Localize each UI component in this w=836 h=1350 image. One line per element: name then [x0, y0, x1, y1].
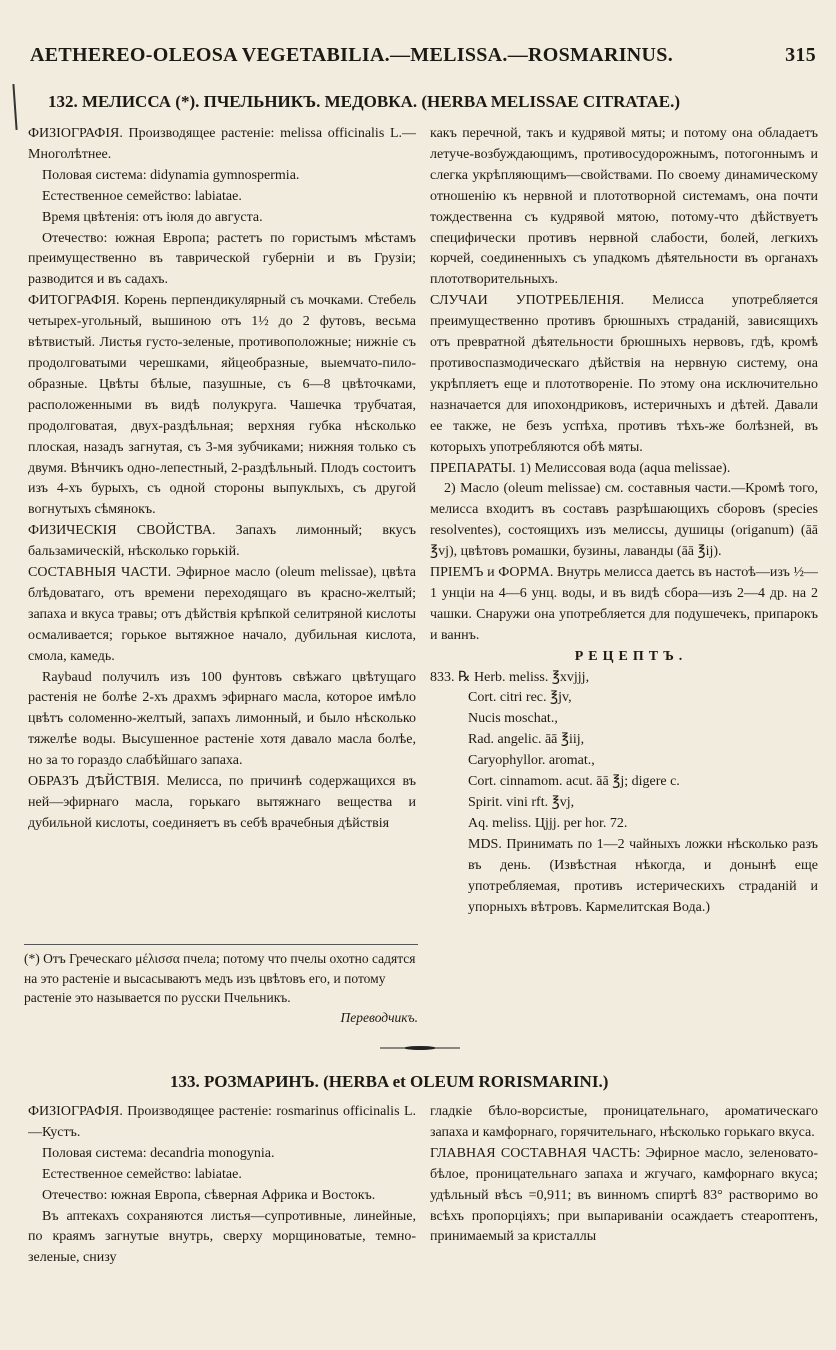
recipe-line: Cort. cinnamom. acut. āā ℥j; digere c. [468, 774, 680, 790]
paragraph-physiography-rosmarinus: ФИЗIОГРАФIЯ. Производящее растенie: rosmarinus officinalis L.—Кустъ. [28, 1104, 416, 1140]
column-right-rosmarinus [430, 1102, 818, 1342]
paragraph-sexual-system-rosmarinus: Половая система: decandria monogynia. [42, 1145, 275, 1161]
paragraph-family: Естественное семейство: labiatae. [42, 188, 242, 204]
paragraph-homeland-rosmarinus: Отечество: южная Европа, сѣверная Африка и Востокъ. [42, 1187, 376, 1203]
paragraph-dosage-form: ПРIЕМЪ и ФОРМА. Внутрь мелисса даетсь въ настоѣ—изъ ½—1 унцiи на 4—6 унц. воды, и въ видѣ сбора—изъ 2—4 др. на 2 чашки. Снаружи она употребляется для подушечекъ, припарокъ и ваннъ. [430, 565, 818, 643]
paragraph-leaves-continued: гладкiе бѣло-ворсистые, проницательнаго, ароматическаго запаха и камфорнаго, горячительнаго, нѣсколько горькаго вкуса. [430, 1104, 818, 1140]
column-left-melissa [28, 124, 416, 954]
paragraph-use-cases: СЛУЧАИ УПОТРЕБЛЕНIЯ. Мелисса употребляется преимущественно противъ брюшныхъ страданiй, зависящихъ отъ превратной дѣятельности брюшныхъ нервовъ, гдѣ, кромѣ противоспазмодическаго дѣйствiя на нервную систему, она укрѣпляетъ еще и плототворенiе. По этому она исключительно назначается для ипохондриковъ, истеричныхъ и дѣтей. Давали ее также, не безъ успѣха, противъ тѣхъ-же болѣзней, въ которыхъ употребляются обѣ мяты. [430, 293, 818, 455]
section-divider-ornament [380, 1046, 460, 1050]
paragraph-physiography: ФИЗIОГРАФIЯ. Производящее растенie: melissa officinalis L.— Многолѣтнее. [28, 126, 416, 162]
recipe-title: РЕЦЕПТЪ. [574, 648, 688, 664]
running-head [30, 44, 816, 67]
paragraph-action-continued: какъ перечной, такъ и кудрявой мяты; и потому она обладаетъ летуче-возбуждающимъ, противосудорожнымъ, потогоннымъ и слегка укрѣпляющимъ—свойствами. По своему динамическому отношенiю къ нервной и плототворной системамъ, она почти тождественна съ кудрявой мятою, потому-что дѣйствуетъ специфически противъ нервной слабости, болей, легкихъ корчей, соединенныхъ съ упадкомъ дѣятельности въ органахъ плототворительныхъ. [430, 126, 818, 288]
section-title-rosmarinus: 133. РОЗМАРИНЪ. (HERBA et OLEUM RORISMARINI.) [170, 1072, 609, 1091]
footnote [24, 944, 418, 1027]
recipe-line: Nucis moschat., [468, 711, 558, 727]
column-right-melissa [430, 124, 818, 1024]
column-left-rosmarinus [28, 1102, 416, 1342]
paragraph-raybaud: Raybaud получилъ изъ 100 фунтовъ свѣжаго цвѣтущаго растенiя не болѣе 2-хъ драхмъ эфирнаго масла, которое имѣло цвѣтъ соломенно-желтый, запахъ лимонный, и было нѣсколько тяжелѣе воды. Высушенное растенiе хотя давало масла болѣе, но за то гораздо слабѣйшаго запаха. [28, 669, 416, 769]
paragraph-pharmacy-leaves: Въ аптекахъ сохраняются листья—супротивные, линейные, по краямъ загнутые внутрь, сверху морщиноватые, темно-зеленые, снизу [28, 1208, 416, 1266]
paragraph-phytography: ФИТОГРАФIЯ. Корень перпендикулярный съ мочками. Стебель четырех-угольный, вышиною отъ 1½ до 2 футовъ, весьма вѣтвистый. Листья густо-зеленые, противоположные; нижнiе съ продолговатыми черешками, яйцеобразные, выемчато-пило-образные. Цвѣты бѣлые, пазушные, съ 6—8 цвѣточками, расположенными въ видѣ полукруга. Чашечка трубчатая, продолговатая, двух-раздѣльная; верхняя губка нѣсколько плоская, назадъ загнутая, съ 3-мя зубчиками; нижняя только съ двумя. Вѣнчикъ одно-лепестный, 2-раздѣльный. Плодъ состоитъ изъ 4-хъ бурыхъ, съ одной стороны выпуклыхъ, съ другой вогнутыхъ сѣмянокъ. [28, 293, 416, 518]
paragraph-main-constituent: ГЛАВНАЯ СОСТАВНАЯ ЧАСТЬ: Эфирное масло, зеленовато-бѣлое, проницательнаго запаха и жгучаго, камфорнаго вкуса; удѣльный вѣсъ =0,911; въ винномъ спиртѣ 83° растворимо во всѣхъ пропорцiяхъ; при выпариванiи осаждаетъ стеароптенъ, принимаемый за кристаллы [430, 1145, 818, 1245]
recipe-line: Rad. angelic. āā ℥iij, [468, 732, 585, 748]
recipe-line: Aq. meliss. Цjjj. per hor. 72. [468, 815, 628, 831]
running-title: AETHEREO-OLEOSA VEGETABILIA.—MELISSA.—ROSMARINUS. [30, 44, 673, 66]
footnote-signature: Переводчикъ. [340, 1009, 418, 1025]
paragraph-constituents: СОСТАВНЫЯ ЧАСТИ. Эфирное масло (oleum melissae), цвѣта блѣдоватаго, отъ времени переходящаго въ красно-желтый; запаха и вкуса травы; отъ дѣйствiя крѣпкой селитряной кислоты осмаливается; горькое вытяжное начало, дубильная кислота, смола, камедь. [28, 565, 416, 664]
section-title-melissa: 132. МЕЛИССА (*). ПЧЕЛЬНИКЪ. МЕДОВКА. (HERBA MELISSAE CITRATAE.) [48, 92, 681, 111]
paragraph-homeland: Отечество: южная Европа; растетъ по гористымъ мѣстамъ преимущественно въ таврической губернiи и въ Грузiи; разводится и въ садахъ. [28, 230, 416, 288]
recipe-line: Cort. citri rec. ℥jv, [468, 690, 572, 706]
page-number: 315 [785, 44, 816, 66]
recipe-instructions: MDS. Принимать по 1—2 чайныхъ ложки нѣсколько разъ въ день. (Извѣстная нѣкогда, и донынѣ еще употребляемая, противъ истерическихъ страданiй и упорныхъ вѣтровъ. Кармелитская Вода.) [468, 836, 818, 915]
margin-pencil-mark [12, 84, 17, 130]
recipe-line: Caryophyllor. aromat., [468, 753, 595, 769]
recipe-line: Spirit. vini rft. ℥vj, [468, 795, 575, 810]
recipe-number-line: 833. ℞ Herb. meliss. ℥xvjjj, [430, 669, 590, 685]
paragraph-sexual-system: Половая система: didynamia gymnospermia. [42, 167, 300, 183]
paragraph-family-rosmarinus: Естественное семейство: labiatae. [42, 1166, 242, 1182]
paragraph-mode-of-action: ОБРАЗЪ ДѢЙСТВIЯ. Мелисса, по причинѣ содержащихся въ ней—эфирнаго масла, горькаго вытяжнаго вещества и дубильной кислоты, соединяетъ въ себѣ врачебныя дѣйствiя [28, 774, 416, 831]
paragraph-physical-properties: ФИЗИЧЕСКIЯ СВОЙСТВА. Запахъ лимонный; вкусъ бальзамическiй, нѣсколько горькiй. [28, 523, 416, 560]
paragraph-preparations: ПРЕПАРАТЫ. 1) Мелиссовая вода (aqua melissae). [430, 460, 731, 476]
footnote-text: (*) Отъ Греческаго μέλισσα пчела; потому что пчелы охотно садятся на это растенiе и высасываютъ медъ изъ цвѣтовъ его, и потому растенiе это называется по русски Пчельникъ. [24, 951, 416, 1005]
paragraph-oil: 2) Масло (oleum melissae) см. составныя части.—Кромѣ того, мелисса входитъ въ составъ разрѣшающихъ сборовъ (species resolventes), состоящихъ изъ мелиссы, душицы (origanum) (āā ℥vj), цвѣтовъ ромашки, бузины, лаванды (āā ℥ij). [430, 481, 818, 560]
paragraph-flowering-time: Время цвѣтенiя: отъ iюля до августа. [42, 209, 263, 225]
